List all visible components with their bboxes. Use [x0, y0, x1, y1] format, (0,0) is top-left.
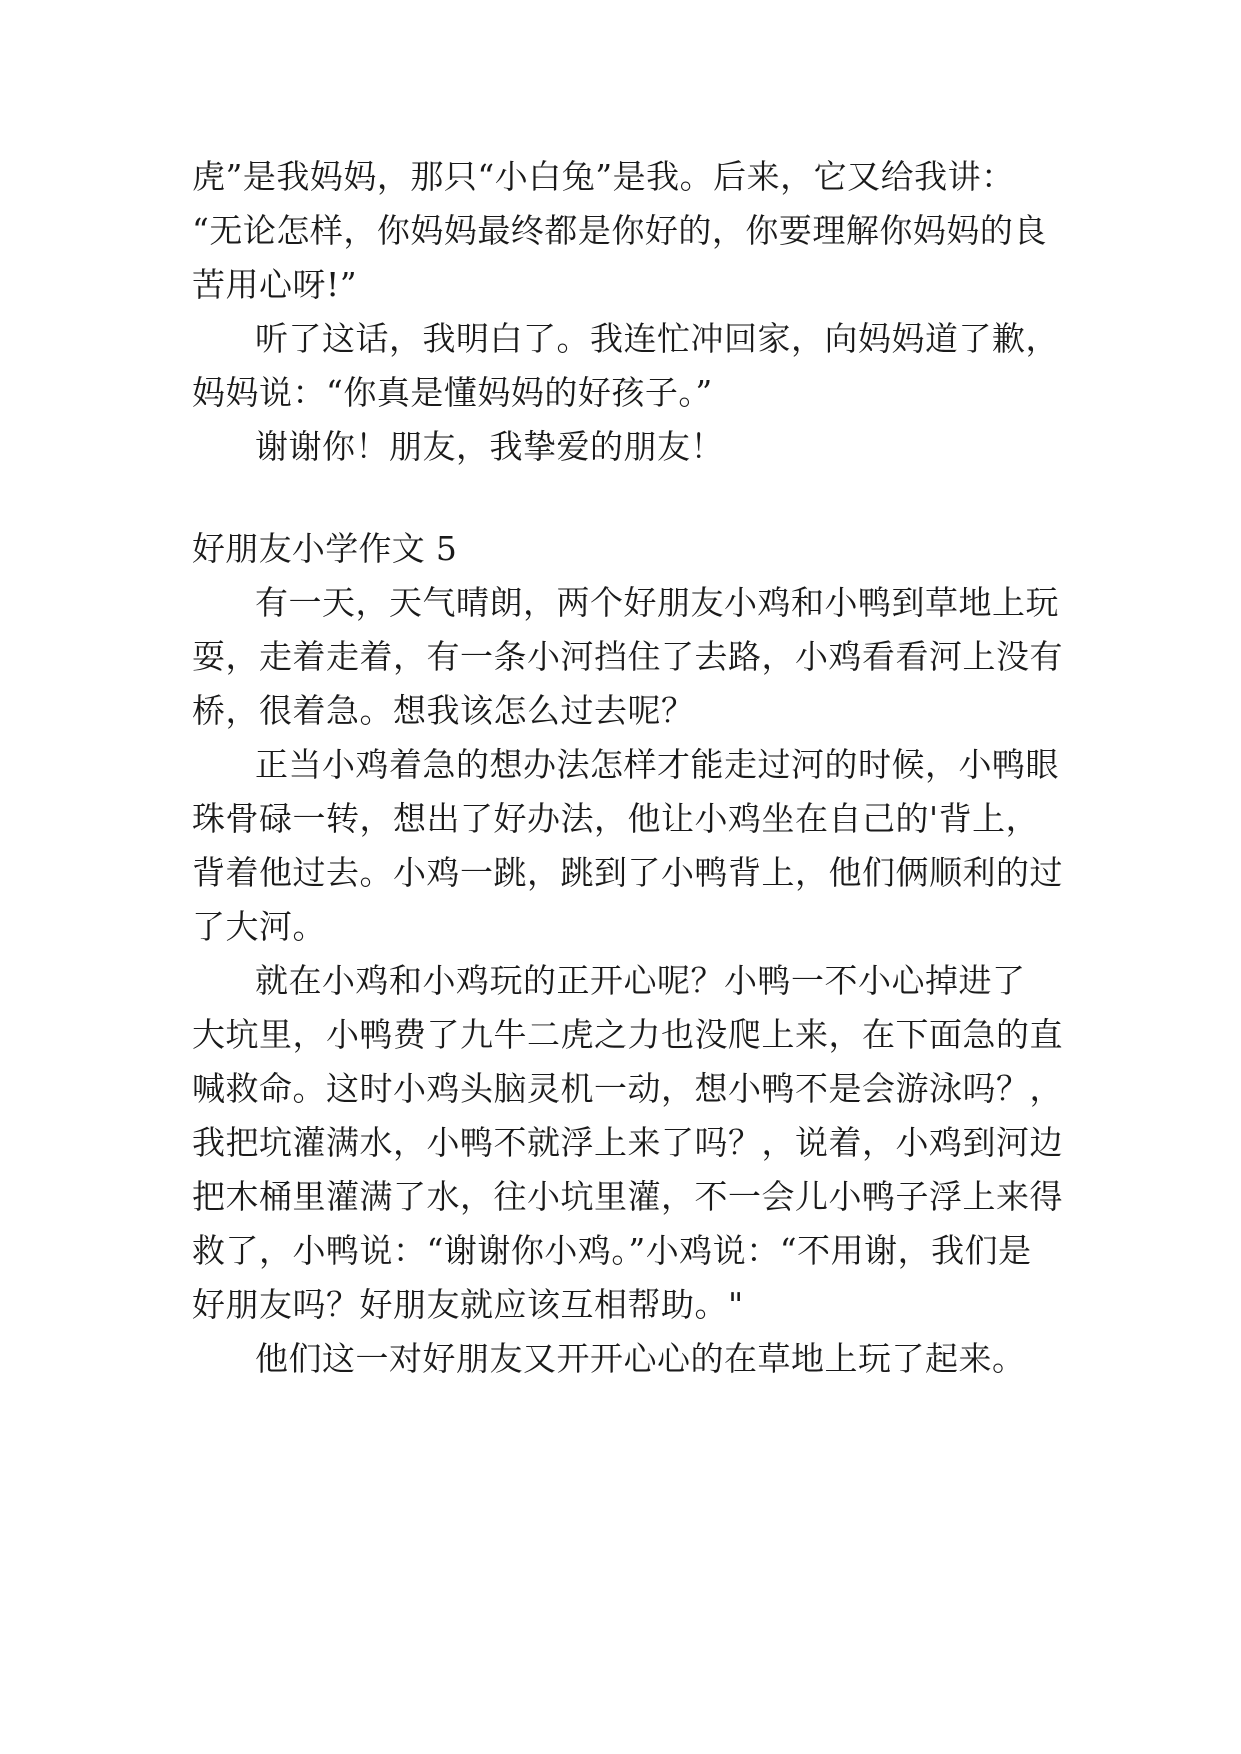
paragraph-line: 大坑里，小鸭费了九牛二虎之力也没爬上来，在下面急的直: [192, 1015, 1063, 1054]
paragraph-line: 妈妈说：“你真是懂妈妈的好孩子。”: [192, 373, 713, 412]
paragraph-line: 正当小鸡着急的想办法怎样才能走过河的时候，小鸭眼: [255, 745, 1059, 784]
paragraph-line: 就在小鸡和小鸡玩的正开心呢？小鸭一不小心掉进了: [255, 961, 1026, 1000]
paragraph-line: 耍，走着走着，有一条小河挡住了去路，小鸡看看河上没有: [192, 637, 1063, 676]
paragraph-line: 有一天，天气晴朗，两个好朋友小鸡和小鸭到草地上玩: [255, 583, 1059, 622]
section-title: 好朋友小学作文 5: [192, 529, 458, 568]
paragraph-line: 把木桶里灌满了水，往小坑里灌，不一会儿小鸭子浮上来得: [192, 1177, 1063, 1216]
paragraph-line: 苦用心呀!”: [192, 265, 358, 304]
paragraph-line: 我把坑灌满水，小鸭不就浮上来了吗？，说着，小鸡到河边: [192, 1123, 1063, 1162]
paragraph-line: 虎”是我妈妈，那只“小白兔”是我。后来，它又给我讲：: [192, 157, 1015, 196]
paragraph-line: 珠骨碌一转，想出了好办法，他让小鸡坐在自己的'背上，: [192, 799, 1040, 838]
paragraph-line: 救了，小鸭说：“谢谢你小鸡。”小鸡说：“不用谢，我们是: [192, 1231, 1032, 1270]
paragraph-line: 喊救命。这时小鸡头脑灵机一动，想小鸭不是会游泳吗？，: [192, 1069, 1063, 1108]
paragraph-line: 听了这话，我明白了。我连忙冲回家，向妈妈道了歉，: [255, 319, 1059, 358]
paragraph-line: 背着他过去。小鸡一跳，跳到了小鸭背上，他们俩顺利的过: [192, 853, 1063, 892]
paragraph-line: 好朋友吗？好朋友就应该互相帮助。": [192, 1285, 744, 1324]
paragraph-line: 了大河。: [192, 907, 326, 946]
paragraph-line: 桥，很着急。想我该怎么过去呢？: [192, 691, 695, 730]
paragraph-line: “无论怎样，你妈妈最终都是你好的，你要理解你妈妈的良: [192, 211, 1047, 250]
paragraph-line: 他们这一对好朋友又开开心心的在草地上玩了起来。: [255, 1339, 1026, 1378]
paragraph-line: 谢谢你！朋友，我挚爱的朋友！: [255, 427, 724, 466]
